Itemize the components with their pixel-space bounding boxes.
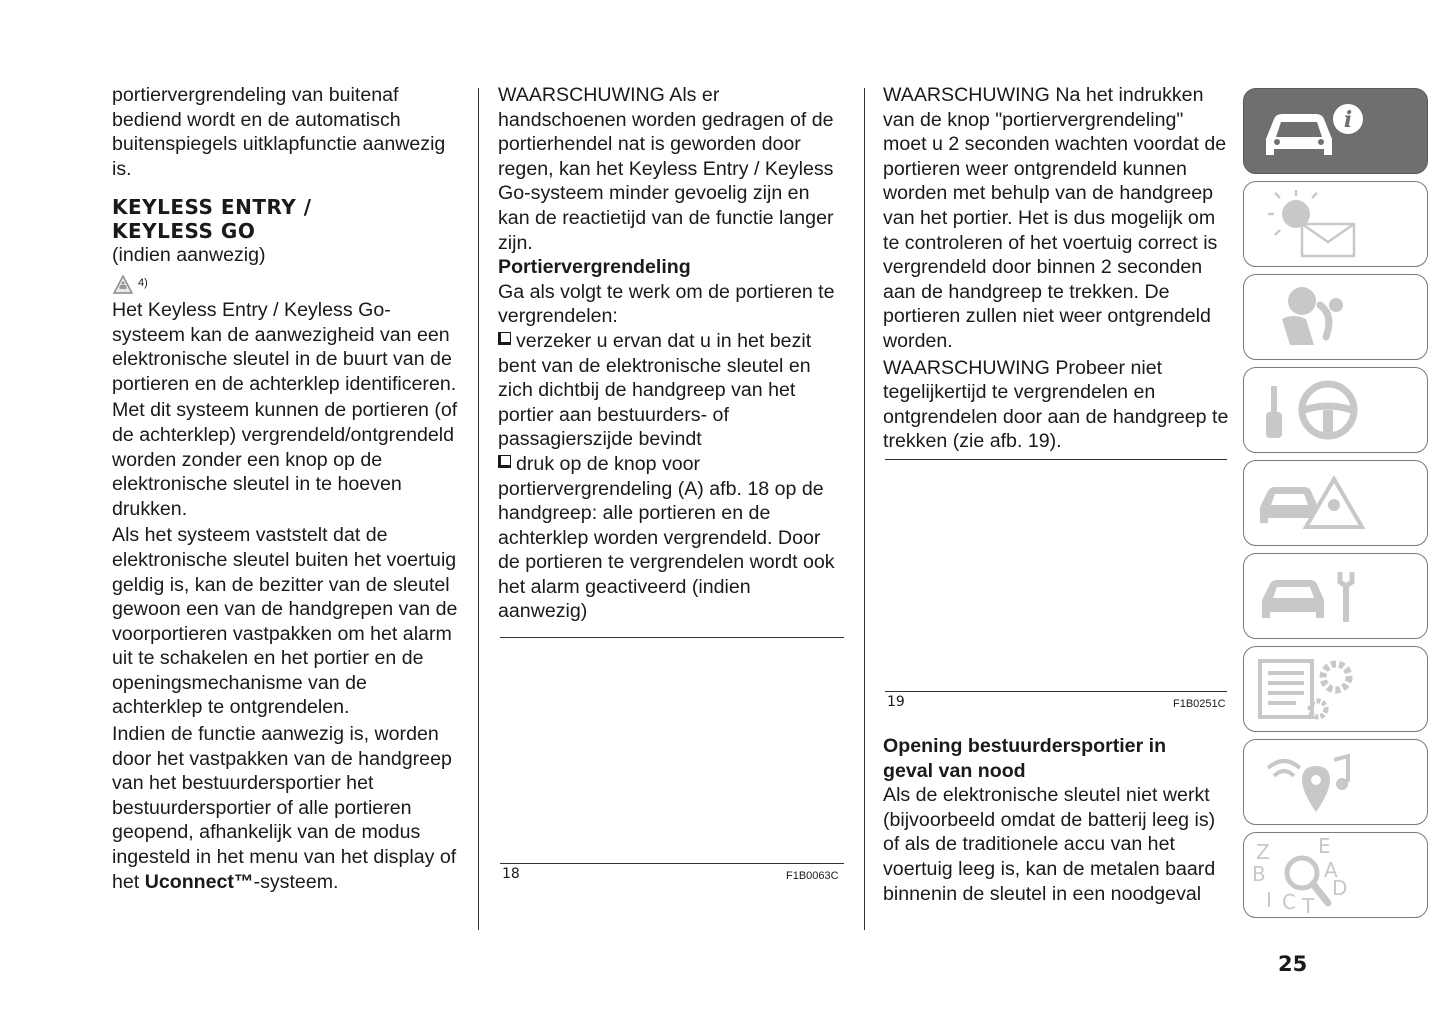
index-letter: B bbox=[1252, 862, 1266, 886]
tab-airbag-seat[interactable] bbox=[1243, 274, 1428, 360]
intro-text: portiervergrendeling van buitenaf bediend wordt en de automatisch buitenspiegels uitklapfunctie aanwezig is. bbox=[112, 84, 446, 180]
tab-lights-mail[interactable] bbox=[1243, 181, 1428, 267]
subheading: Opening bestuurdersportier in geval van nood bbox=[883, 735, 1167, 782]
warning-triangle-icon bbox=[112, 274, 134, 296]
figure-code: F1B0251C bbox=[1173, 698, 1226, 710]
index-letter: C bbox=[1282, 890, 1296, 914]
paragraph: Indien de functie aanwezig is, worden door het vastpakken van de handgreep van het bestuurdersportier het bestuurdersportier of alle portieren geopend, afhankelijk van de modus ingesteld in het menu van het display of het Uconnect™-systeem. bbox=[112, 723, 457, 893]
paragraph: Ga als volgt te werk om de portieren te vergrendelen: bbox=[498, 280, 835, 328]
column-divider bbox=[864, 88, 865, 930]
list-gears-icon bbox=[1244, 647, 1429, 733]
warning-text: WAARSCHUWING Na het indrukken van de knop "portiervergrendeling" moet u 2 seconden wachten voordat de portieren weer ontgrendeld kunnen worden met behulp van de handgreep van het portier. Het is dus mogelijk om te controleren of het voertuig correct is vergrendeld door binnen 2 seconden aan de handgreep te trekken. De portieren zullen niet weer ontgrendeld worden. bbox=[883, 84, 1227, 352]
warning-reference bbox=[112, 270, 462, 296]
uconnect-brand: Uconnect™ bbox=[144, 870, 254, 893]
airbag-seat-icon bbox=[1244, 275, 1429, 361]
music-location-icon bbox=[1244, 740, 1429, 826]
column-2 bbox=[498, 83, 844, 624]
tab-car-wrench[interactable] bbox=[1243, 553, 1428, 639]
warning-ref-number: 4) bbox=[138, 277, 148, 290]
index-letter: E bbox=[1318, 834, 1331, 858]
tab-list-gears[interactable] bbox=[1243, 646, 1428, 732]
warning-text: WAARSCHUWING Probeer niet tegelijkertijd te vergrendelen en ontgrendelen door aan de handgreep te trekken (zie afb. 19). bbox=[883, 356, 1229, 453]
column-3-lower bbox=[883, 734, 1229, 906]
key-steering-wheel-icon bbox=[1244, 368, 1429, 454]
tab-car-info[interactable] bbox=[1243, 88, 1428, 174]
index-letter: T bbox=[1302, 894, 1315, 918]
page-number: 25 bbox=[1278, 952, 1308, 976]
column-divider bbox=[478, 88, 479, 930]
alphabet-search-icon bbox=[1244, 833, 1429, 919]
column-3 bbox=[883, 83, 1229, 454]
car-wrench-icon bbox=[1244, 554, 1429, 640]
index-letter: D bbox=[1332, 876, 1348, 900]
paragraph: Als het systeem vaststelt dat de elektronische sleutel buiten het voertuig geldig is, kan de bezitter van de sleutel gewoon een van de handgrepen van de voorportieren vastpakken om het alarm uit te schakelen en het portier en de openingsmechanisme van de achterklep te ontgrendelen. bbox=[112, 524, 458, 719]
availability-note: (indien aanwezig) bbox=[112, 244, 266, 267]
lights-mail-icon bbox=[1244, 182, 1429, 268]
checkbox-bullet-icon bbox=[498, 455, 511, 468]
subheading: Portiervergrendeling bbox=[498, 256, 691, 279]
index-letter: I bbox=[1266, 888, 1272, 912]
checkbox-bullet-icon bbox=[498, 332, 511, 345]
tab-music-location[interactable] bbox=[1243, 739, 1428, 825]
tab-car-hazard[interactable] bbox=[1243, 460, 1428, 546]
tab-alphabet-index[interactable] bbox=[1243, 832, 1428, 918]
tab-key-steering[interactable] bbox=[1243, 367, 1428, 453]
figure-top-rule bbox=[885, 459, 1227, 460]
bullet-item: verzeker u ervan dat u in het bezit bent van de elektronische sleutel en zich dichtbij de handgreep van het portier aan bestuurders- of passagierszijde bevindt bbox=[498, 329, 812, 451]
bullet-item: druk op de knop voor portiervergrendeling (A) afb. 18 op de handgreep: alle portieren en de achterklep worden vergrendeld. Door de portieren te vergrendelen wordt ook het alarm geactiveerd (indien aanwezig) bbox=[498, 452, 835, 623]
paragraph: Het Keyless Entry / Keyless Go-systeem kan de aanwezigheid van een elektronische sleutel in de buurt van de portieren en de achterklep identificeren. bbox=[112, 298, 457, 395]
paragraph: Met dit systeem kunnen de portieren (of de achterklep) vergrendeld/ontgrendeld worden zonder een knop op de elektronische sleutel in te hoeven drukken. bbox=[112, 399, 458, 520]
figure-top-rule bbox=[500, 637, 844, 638]
figure-code: F1B0063C bbox=[786, 870, 839, 882]
figure-bottom-rule bbox=[500, 863, 844, 864]
svg-text:i: i bbox=[1343, 107, 1353, 133]
warning-text: WAARSCHUWING Als er handschoenen worden gedragen of de portierhendel nat is geworden door regen, kan het Keyless Entry / Keyless Go-systeem minder gevoelig zijn en kan de reactietijd van de functie langer zijn. bbox=[498, 84, 834, 254]
figure-bottom-rule bbox=[885, 691, 1227, 692]
figure-number: 18 bbox=[502, 866, 520, 882]
figure-number: 19 bbox=[887, 694, 905, 710]
paragraph: Als de elektronische sleutel niet werkt (bijvoorbeeld omdat de batterij leeg is) of als de traditionele accu van het voertuig leeg is, kan de metalen baard binnenin de sleutel in een noodgeval bbox=[883, 784, 1216, 905]
car-info-icon bbox=[1244, 89, 1429, 175]
index-letter: Z bbox=[1256, 840, 1270, 864]
column-1 bbox=[112, 83, 462, 894]
index-letter: A bbox=[1324, 858, 1338, 882]
section-heading: KEYLESS ENTRY / KEYLESS GO bbox=[112, 195, 312, 244]
car-hazard-icon bbox=[1244, 461, 1429, 547]
